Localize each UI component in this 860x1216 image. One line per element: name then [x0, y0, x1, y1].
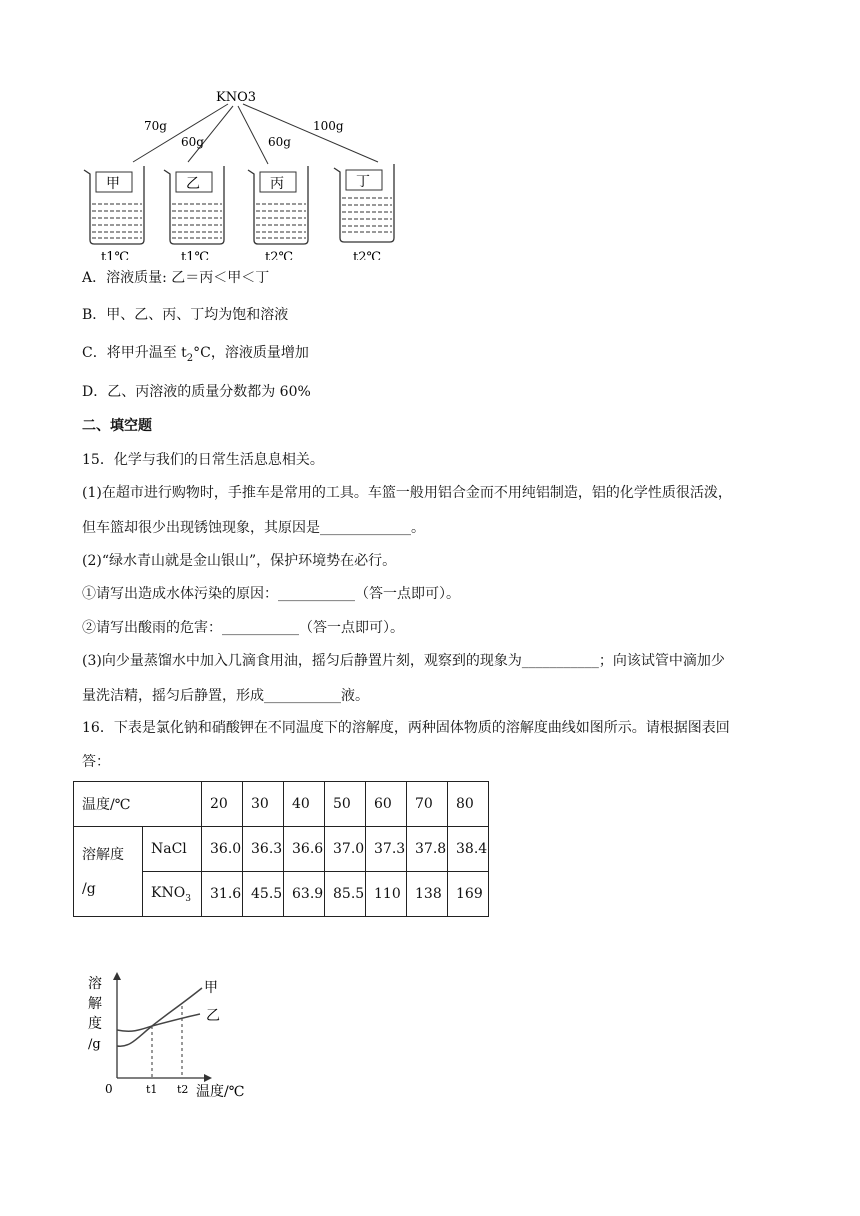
mass-label-yi: 60g [181, 135, 204, 149]
table-cell: 37.3 [366, 827, 407, 872]
table-cell: 30 [243, 782, 284, 827]
q15-p3-line2: 量洗洁精，摇匀后静置，形成___________液。 [82, 688, 369, 704]
table-row [74, 827, 489, 872]
q15-p2-1: ①请写出造成水体污染的原因：___________（答一点即可）。 [82, 586, 460, 602]
svg-text:乙: 乙 [186, 176, 200, 192]
q16-stem-line2: 答： [82, 754, 110, 770]
table-cell: 63.9 [284, 872, 325, 917]
table-cell: 169 [448, 872, 489, 917]
origin-label: 0 [105, 1082, 113, 1096]
ylabel-char: /g [88, 1037, 101, 1052]
mass-label-bing: 60g [268, 135, 291, 149]
table-header-solubility: 溶解度 /g [74, 827, 143, 917]
table-cell: 36.6 [284, 827, 325, 872]
table-row-label: NaCl [143, 827, 202, 872]
svg-text:丁: 丁 [356, 174, 370, 190]
mass-label-ding: 100g [313, 119, 344, 133]
table-cell: 110 [366, 872, 407, 917]
svg-text:甲: 甲 [106, 176, 120, 192]
beaker-ding [334, 164, 394, 260]
table-cell: 70 [407, 782, 448, 827]
table-cell: 40 [284, 782, 325, 827]
table-cell: 85.5 [325, 872, 366, 917]
table-cell: 31.6 [202, 872, 243, 917]
table-cell: 37.8 [407, 827, 448, 872]
beaker-jia [84, 166, 144, 260]
curve-label-yi: 乙 [206, 1008, 220, 1024]
curve-label-jia: 甲 [204, 980, 218, 996]
option-d: D．乙、丙溶液的质量分数都为 60% [82, 384, 311, 400]
q15-p1-line2: 但车篮却很少出现锈蚀现象，其原因是_____________。 [82, 520, 425, 536]
mass-label-jia: 70g [144, 119, 167, 133]
ylabel-char: 溶 [88, 976, 102, 992]
xlabel: 温度/℃ [196, 1084, 245, 1100]
option-b: B．甲、乙、丙、丁均为饱和溶液 [82, 307, 289, 323]
section-title: 二、填空题 [82, 418, 152, 434]
kno3-label: KNO3 [216, 90, 257, 105]
beaker-bing [248, 166, 308, 260]
option-c: C．将甲升温至 $t_2^\circ C$，溶液质量增加 [82, 345, 309, 364]
svg-text:丙: 丙 [270, 176, 284, 192]
table-cell: 45.5 [243, 872, 284, 917]
solubility-curve-graph [82, 968, 282, 1108]
kno3-beaker-figure [78, 84, 408, 260]
solubility-table [73, 781, 489, 917]
q15-stem: 15．化学与我们的日常生活息息相关。 [82, 452, 324, 468]
svg-text:t1℃: t1℃ [101, 250, 130, 260]
table-cell: 138 [407, 872, 448, 917]
table-cell: 37.0 [325, 827, 366, 872]
svg-text:t2℃: t2℃ [353, 250, 382, 260]
table-cell: 50 [325, 782, 366, 827]
table-cell: 80 [448, 782, 489, 827]
table-row [74, 782, 489, 827]
beaker-yi [164, 166, 224, 260]
curve-yi [117, 1014, 200, 1031]
ylabel-char: 度 [88, 1016, 102, 1032]
table-cell: 36.3 [243, 827, 284, 872]
svg-text:t1℃: t1℃ [181, 250, 210, 260]
q15-p2-2: ②请写出酸雨的危害：___________（答一点即可）。 [82, 620, 404, 636]
table-cell: 36.0 [202, 827, 243, 872]
table-cell: 38.4 [448, 827, 489, 872]
q15-p1-line1: (1)在超市进行购物时，手推车是常用的工具。车篮一般用铝合金而不用纯铝制造，铝的化学性质很活泼， [82, 485, 732, 501]
table-header-temp: 温度/℃ [74, 782, 202, 827]
table-cell: 20 [202, 782, 243, 827]
q16-stem-line1: 16．下表是氯化钠和硝酸钾在不同温度下的溶解度，两种固体物质的溶解度曲线如图所示。请根据图表回 [82, 720, 730, 736]
q15-p3-line1: (3)向少量蒸馏水中加入几滴食用油，摇匀后静置片刻，观察到的现象为___________；向该试管中滴加少 [82, 653, 725, 669]
q15-p2: (2)“绿水青山就是金山银山”，保护环境势在必行。 [82, 553, 397, 569]
tick-t2: t2 [177, 1083, 189, 1096]
svg-text:t2℃: t2℃ [265, 250, 294, 260]
table-row-label: $KNO_3$ [143, 872, 202, 917]
table-cell: 60 [366, 782, 407, 827]
option-a: A．溶液质量: 乙＝丙＜甲＜丁 [82, 270, 270, 286]
tick-t1: t1 [146, 1083, 158, 1096]
ylabel-char: 解 [88, 996, 102, 1012]
